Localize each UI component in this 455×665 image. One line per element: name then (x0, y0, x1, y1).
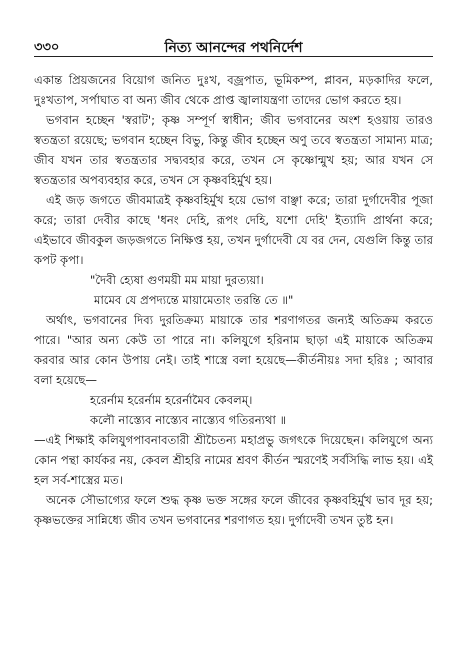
paragraph-6: অনেক সৌভাগ্যের ফলে শুদ্ধ কৃষ্ণ ভক্ত সঙ্গের ফলে জীবের কৃষ্ণবহির্মুখ ভাব দূর হয়; কৃষ্ণভক্তের সান্নিধ্যে জীব তখন ভগবানের শরণাগত হয়। দুর্গাদেবী তখন তুষ্ট হন। (34, 493, 433, 527)
paragraph-2: ভগবান হচ্ছেন 'স্বরাট'; কৃষ্ণ সম্পূর্ণ স্বাধীন; জীব ভগবানের অংশ হওয়ায় তারও স্বতন্ত্রতা রয়েছে; ভগবান হচ্ছেন বিভু, কিন্তু জীব হচ্ছেন অণু তবে স্বতন্ত্রতা সামান্য মাত্র; জীব যখন তার স্বতন্ত্রতার সদ্ব্যবহার করে, তখন সে কৃষ্ণোন্মুখ হয়; আর যখন সে স্বতন্ত্রতার অপব্যবহার করে, তখন সে কৃষ্ণবহির্মুখ হয়। (34, 113, 433, 187)
page-header (34, 36, 433, 57)
running-title: নিত্য আনন্দের পথনির্দেশ (164, 40, 303, 56)
verse-2-line-1: হরের্নাম হরের্নাম হরের্নামৈব কেবলম্। (90, 393, 253, 407)
verse-1-line-2: মামেব যে প্রপদ্যন্তে মায়ামেতাং তরন্তি তে ॥" (94, 293, 294, 307)
paragraph-1: একান্ত প্রিয়জনের বিয়োগ জনিত দুঃখ, বজ্রপাত, ভূমিকম্প, প্লাবন, মড়কাদির ফলে, দুঃখতাপ, সর্পাঘাত বা অন্য জীব থেকে প্রাপ্ত জ্বালাযন্ত্রণা তাদের ভোগ করতে হয়। (34, 73, 433, 107)
paragraph-5: —এই শিক্ষাই কলিযুগপাবনাবতারী শ্রীচৈতন্য মহাপ্রভু জগৎকে দিয়েছেন। কলিযুগে অন্য কোন পন্থা কার্যকর নয়, কেবল শ্রীহরি নামের শ্রবণ কীর্তন স্মরণেই সর্বসিদ্ধি লাভ হয়। এই হল সর্ব-শাস্ত্রের মত। (34, 433, 433, 487)
paragraph-4: অর্থাৎ, ভগবানের দিব্য দুরতিক্রম্য মায়াকে তার শরণাগতর জন্যই অতিক্রম করতে পারে। "আর অন্য কেউ তা পারে না। কলিযুগে হরিনাম ছাড়া এই মায়াকে অতিক্রম করবার আর কোন উপায় নেই। তাই শাস্ত্রে বলা হয়েছে—কীর্তনীয়ঃ সদা হরিঃ ; আবার বলা হয়েছে— (34, 313, 433, 387)
page-number: ৩৩০ (34, 40, 60, 55)
paragraph-3: এই জড় জগতে জীবমাত্রই কৃষ্ণবহির্মুখ হয়ে ভোগ বাঞ্ছা করে; তারা দুর্গাদেবীর পূজা করে; তারা দেবীর কাছে 'ধনং দেহি, রূপং দেহি, যশো দেহি' ইত্যাদি প্রার্থনা করে; এইভাবে জীবকুল জড়জগতে নিক্ষিপ্ত হয়, তখন দুর্গাদেবী যে বর দেন, যেগুলি কিন্তু তার কপট কৃপা। (34, 193, 433, 267)
verse-2-line-2: কলৌ নাস্ত্যেব নাস্ত্যেব নাস্ত্যেব গতিরন্যথা ॥ (90, 413, 287, 427)
page-body (34, 70, 433, 530)
verse-1-line-1: "দৈবী হ্যেষা গুণময়ী মম মায়া দুরত্যয়া। (90, 273, 264, 287)
